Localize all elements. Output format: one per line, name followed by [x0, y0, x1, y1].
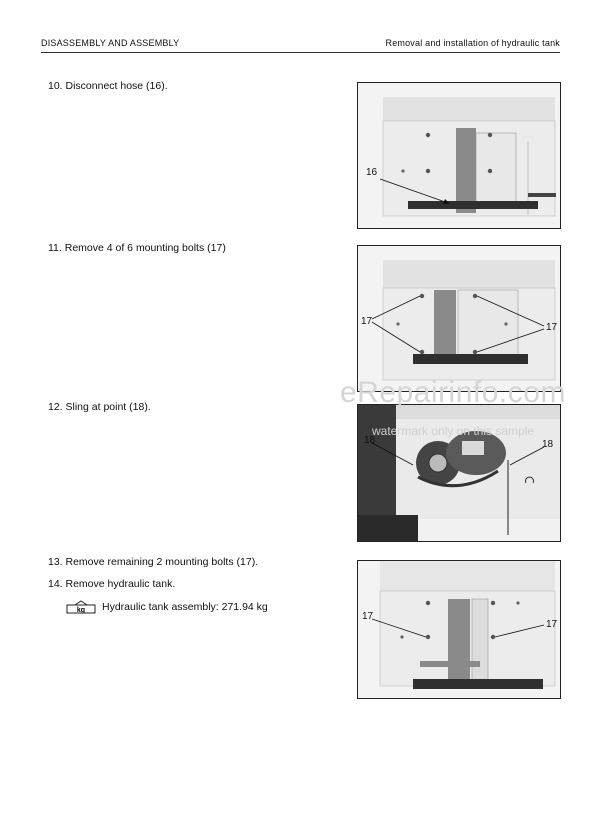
watermark-note: watermark only on this sample	[372, 424, 535, 438]
figure-hose-16	[357, 82, 561, 229]
weight-kg-icon	[66, 600, 96, 614]
svg-text:17: 17	[546, 322, 558, 333]
watermark: eRepairinfo.com	[340, 376, 566, 409]
svg-text:17: 17	[546, 619, 558, 630]
step-14: 14. Remove hydraulic tank.	[48, 578, 176, 590]
svg-text:18: 18	[542, 439, 554, 450]
step-13: 13. Remove remaining 2 mounting bolts (17).	[48, 556, 259, 568]
svg-text:16: 16	[366, 167, 378, 178]
step-12: 12. Sling at point (18).	[48, 401, 151, 413]
svg-text:18: 18	[364, 435, 376, 446]
weight-text: Hydraulic tank assembly: 271.94 kg	[102, 601, 268, 613]
step-10: 10. Disconnect hose (16).	[48, 80, 168, 92]
figure-bolts-17-lower	[357, 560, 561, 699]
header-page-title: Removal and installation of hydraulic tank	[385, 38, 560, 48]
svg-text:kg: kg	[76, 607, 86, 614]
weight-note	[66, 600, 268, 614]
header-divider	[41, 52, 560, 53]
svg-text:17: 17	[362, 611, 374, 622]
figure-bolts-17-upper	[357, 245, 561, 392]
svg-text:17: 17	[361, 316, 373, 327]
header-section-title: DISASSEMBLY AND ASSEMBLY	[41, 38, 180, 48]
step-11: 11. Remove 4 of 6 mounting bolts (17)	[48, 242, 226, 254]
